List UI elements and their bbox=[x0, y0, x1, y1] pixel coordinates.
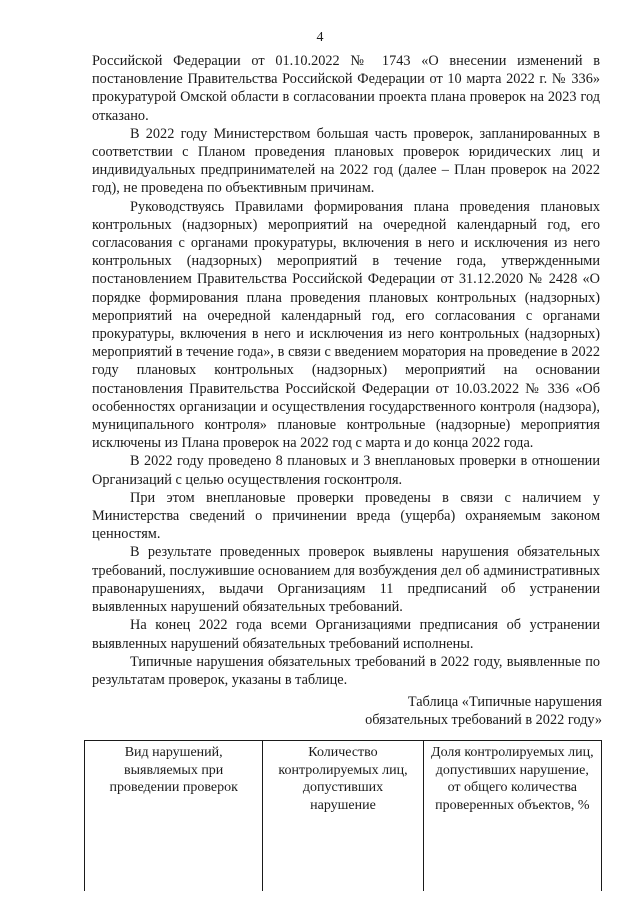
paragraph-6: В результате проведенных проверок выявлены нарушения обязательных требований, послужившие основанием для возбуждения дел об административных правонарушениях, выдачи Организациям 11 предписаний об устранении выявленных нарушений обязательных требований. bbox=[92, 544, 600, 616]
paragraph-8: Типичные нарушения обязательных требований в 2022 году, выявленные по результатам проверок, указаны в таблице. bbox=[92, 653, 600, 688]
header-violation-type: Вид нарушений, выявляемых при проведении проверок bbox=[85, 741, 263, 891]
table-header-row bbox=[85, 741, 602, 891]
paragraph-1: Российской Федерации от 01.10.2022 № 1743 «О внесении изменений в постановление Правительства Российской Федерации от 10 марта 2022 г. № 336» прокуратурой Омской области в согласовании проекта плана проверок на 2023 год отказано. bbox=[92, 53, 600, 124]
table-caption-line-1: Таблица «Типичные нарушения bbox=[407, 694, 602, 710]
violations-table bbox=[84, 740, 602, 891]
paragraph-7: На конец 2022 года всеми Организациями предписания об устранении выявленных нарушений обязательных требований исполнены. bbox=[92, 617, 600, 652]
paragraph-2: В 2022 году Министерством большая часть проверок, запланированных в соответствии с Планом проведения плановых проверок юридических лиц и индивидуальных предпринимателей на 2022 год (далее – План проверок на 2022 год), не проведена по объективным причинам. bbox=[92, 125, 600, 197]
document-body bbox=[92, 52, 600, 689]
paragraph-4: В 2022 году проведено 8 плановых и 3 внеплановых проверки в отношении Организаций с целью осуществления госконтроля. bbox=[92, 453, 600, 488]
paragraph-3: Руководствуясь Правилами формирования плана проведения плановых контрольных (надзорных) мероприятий на очередной календарный год, его согласования с органами прокуратуры, включения в него и исключения из него контрольных (надзорных) мероприятий в течение года, утвержденными постановлением Правительства Российской Федерации от 31.12.2020 № 2428 «О порядке формирования плана проведения плановых контрольных (надзорных) мероприятий на очередной календарный год, его согласования с органами прокуратуры, включения в него и исключения из него контрольных (надзорных) мероприятий в течение года», в связи с введением моратория на проведение в 2022 году плановых контрольных (надзорных) мероприятий на основании постановления Правительства Российской Федерации от 10.03.2022 № 336 «Об особенностях организации и осуществления государственного контроля (надзора), муниципального контроля» плановые контрольные (надзорные) мероприятия исключены из Плана проверок на 2022 год с марта и до конца 2022 года. bbox=[92, 198, 600, 452]
table-caption-line-2: обязательных требований в 2022 году» bbox=[365, 712, 602, 729]
header-violator-count: Количество контролируемых лиц, допустивших нарушение bbox=[263, 741, 423, 891]
table-caption bbox=[302, 693, 602, 729]
header-violator-share: Доля контролируемых лиц, допустивших нарушение, от общего количества проверенных объектов, % bbox=[423, 741, 601, 891]
paragraph-5: При этом внеплановые проверки проведены в связи с наличием у Министерства сведений о причинении вреда (ущерба) охраняемым законом ценностям. bbox=[92, 489, 600, 543]
page-number: 4 bbox=[316, 30, 324, 45]
